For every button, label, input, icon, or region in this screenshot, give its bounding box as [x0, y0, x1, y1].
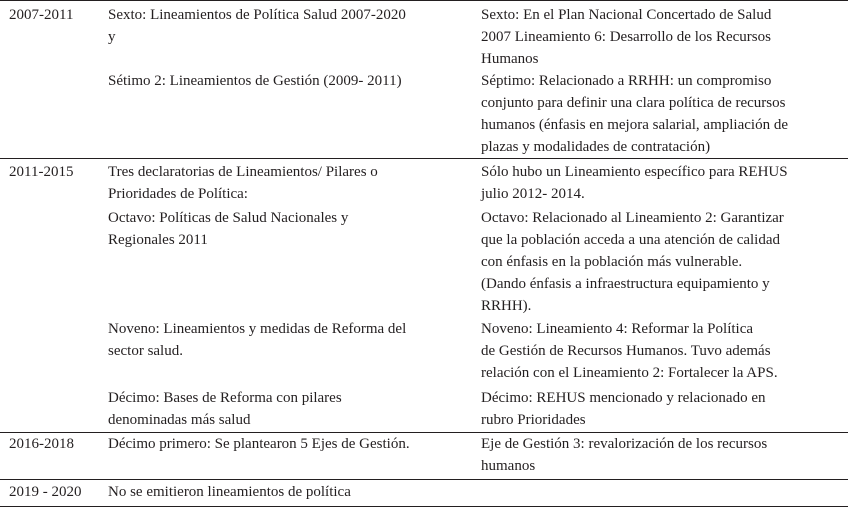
text-line: relación con el Lineamiento 2: Fortalecer la APS.	[481, 365, 778, 381]
text-line: Noveno: Lineamientos y medidas de Reforma del	[108, 321, 407, 337]
relation-cell	[481, 161, 788, 205]
relation-cell	[481, 387, 766, 431]
text-line: con énfasis en la población más vulnerable.	[481, 254, 743, 270]
text-line: Octavo: Políticas de Salud Nacionales y	[108, 210, 349, 226]
guideline-cell	[108, 387, 342, 431]
text-line: julio 2012- 2014.	[481, 186, 585, 202]
relation-cell	[481, 207, 784, 317]
text-line: 2007 Lineamiento 6: Desarrollo de los Recursos	[481, 29, 771, 45]
text-line: Décimo: REHUS mencionado y relacionado en	[481, 390, 766, 406]
text-line: Noveno: Lineamiento 4: Reformar la Política	[481, 321, 754, 337]
relation-cell	[481, 4, 771, 70]
text-line: No se emitieron lineamientos de política	[108, 484, 351, 500]
text-line: Prioridades de Política:	[108, 186, 248, 202]
text-line: Décimo primero: Se plantearon 5 Ejes de Gestión.	[108, 436, 410, 452]
text-line: Tres declaratorias de Lineamientos/ Pilares o	[108, 164, 378, 180]
text-line: Sólo hubo un Lineamiento específico para REHUS	[481, 164, 788, 180]
guideline-cell	[108, 4, 406, 48]
text-line: Octavo: Relacionado al Lineamiento 2: Garantizar	[481, 210, 784, 226]
relation-cell	[481, 318, 778, 384]
text-line: (Dando énfasis a infraestructura equipamiento y	[481, 276, 770, 292]
relation-cell	[481, 433, 767, 477]
text-line: Séptimo: Relacionado a RRHH: un compromiso	[481, 73, 772, 89]
text-line: que la población acceda a una atención de calidad	[481, 232, 781, 248]
table-bottom-rule	[0, 506, 848, 507]
text-line: plazas y modalidades de contratación)	[481, 139, 711, 155]
row-divider	[0, 479, 848, 480]
guideline-cell	[108, 481, 351, 503]
text-line: Regionales 2011	[108, 232, 208, 248]
text-line: Eje de Gestión 3: revalorización de los recursos	[481, 436, 768, 452]
guideline-cell	[108, 433, 410, 455]
text-line: Sétimo 2: Lineamientos de Gestión (2009- 2011)	[108, 73, 402, 89]
table-top-rule	[0, 0, 848, 1]
period-cell: 2019 - 2020	[9, 484, 82, 500]
period-cell: 2007-2011	[9, 7, 74, 23]
text-line: conjunto para definir una clara política de recursos	[481, 95, 786, 111]
period-cell: 2011-2015	[9, 164, 74, 180]
text-line: sector salud.	[108, 343, 183, 359]
guideline-cell	[108, 161, 378, 205]
text-line: RRHH).	[481, 298, 532, 314]
text-line: humanos	[481, 458, 536, 474]
text-line: Décimo: Bases de Reforma con pilares	[108, 390, 342, 406]
text-line: Sexto: En el Plan Nacional Concertado de Salud	[481, 7, 772, 23]
guideline-cell	[108, 207, 348, 251]
row-divider	[0, 158, 848, 159]
text-line: de Gestión de Recursos Humanos. Tuvo además	[481, 343, 771, 359]
period-cell: 2016-2018	[9, 436, 74, 452]
relation-cell	[481, 70, 788, 158]
text-line: y	[108, 29, 116, 45]
guideline-cell	[108, 70, 402, 92]
text-line: humanos (énfasis en mejora salarial, ampliación de	[481, 117, 788, 133]
text-line: Humanos	[481, 51, 539, 67]
text-line: rubro Prioridades	[481, 412, 586, 428]
text-line: Sexto: Lineamientos de Política Salud 2007-2020	[108, 7, 406, 23]
text-line: denominadas más salud	[108, 412, 251, 428]
guideline-cell	[108, 318, 406, 362]
